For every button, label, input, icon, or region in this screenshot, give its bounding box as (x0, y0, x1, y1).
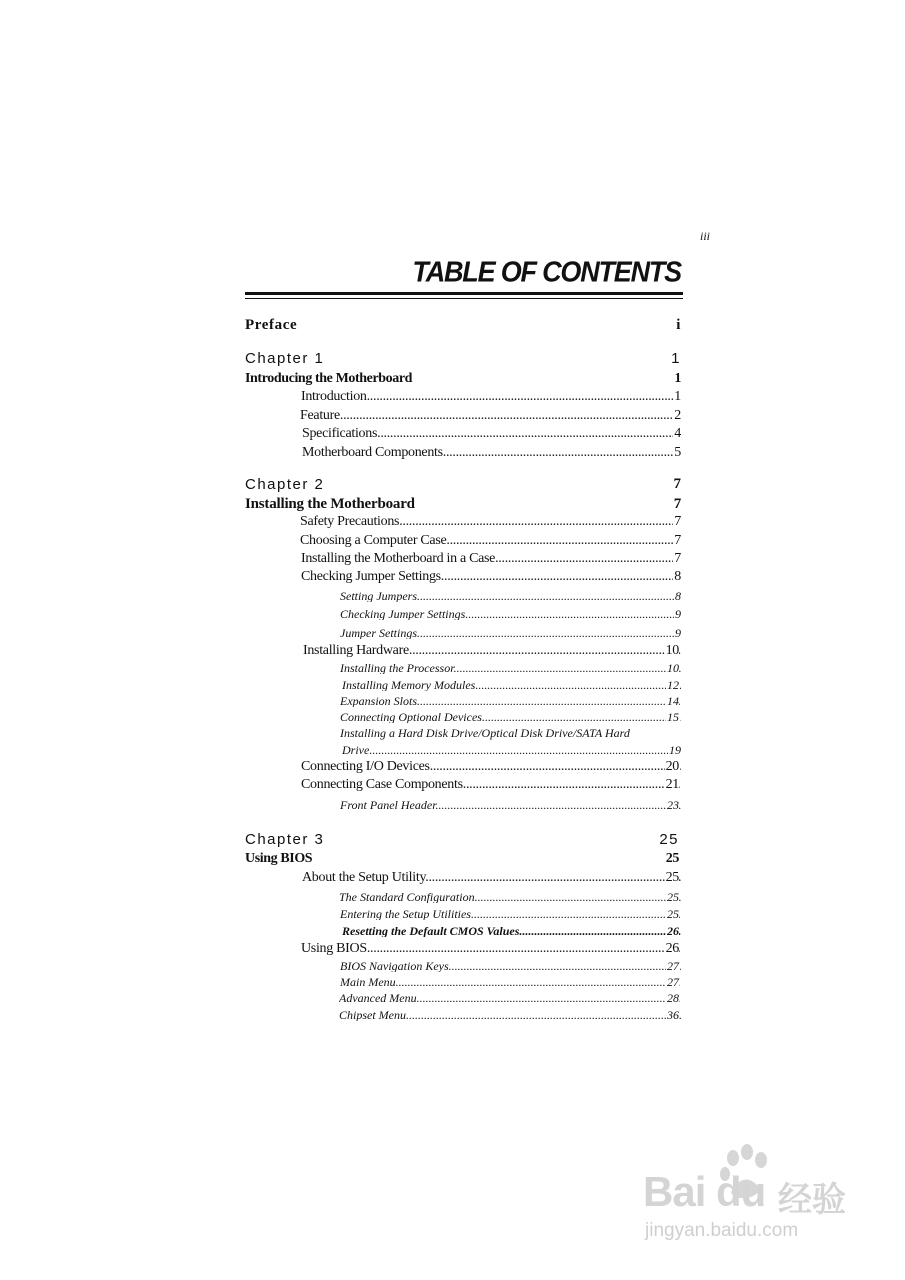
entry-page: 1 (674, 389, 681, 404)
entry-page: 9 (675, 626, 681, 640)
entry-label: Checking Jumper Settings ..... (340, 608, 681, 620)
entry-page: 12 (667, 678, 679, 692)
entry-label: Using BIOS (245, 851, 313, 866)
entry-label: Installing the Motherboard (245, 496, 415, 512)
entry-page: 4 (674, 426, 681, 441)
entry-page: 10 (665, 643, 679, 658)
entry-label: Safety Precautions ..... (300, 515, 681, 529)
entry-label: Expansion Slots ..... (340, 695, 681, 707)
entry-page: 25 (667, 890, 679, 904)
entry-page: 23 (667, 798, 679, 812)
entry-page: 9 (675, 607, 681, 621)
entry-label: The Standard Configuration ..... (339, 891, 681, 903)
entry-page: 26 (667, 924, 679, 938)
entry-label: Preface (245, 317, 298, 333)
page-number: iii (700, 229, 711, 243)
baidu-jingyan-watermark (643, 1140, 858, 1252)
entry-page: 19 (669, 743, 681, 757)
entry-label: Installing a Hard Disk Drive/Optical Disk Drive/SATA Hard (340, 726, 630, 740)
chapter-label: Chapter 1 (245, 350, 325, 367)
entry-page: 21 (665, 777, 679, 792)
toc-title: TABLE OF CONTENTS (412, 256, 681, 288)
chapter-label: Chapter 3 (245, 831, 325, 848)
entry-page: 27 (667, 959, 679, 973)
entry-page: 25 (665, 851, 679, 866)
entry-label: Entering the Setup Utilities ..... (340, 908, 681, 920)
entry-label: Feature ..... (300, 409, 681, 423)
entry-page: 5 (674, 445, 681, 460)
entry-page: 8 (674, 569, 681, 584)
entry-page: 28 (667, 991, 679, 1005)
entry-page: 7 (674, 551, 681, 566)
entry-page: 10 (667, 661, 679, 675)
entry-label: Chipset Menu ..... (339, 1009, 681, 1021)
entry-label: Connecting I/O Devices ..... (301, 760, 681, 774)
entry-label: Checking Jumper Settings ..... (301, 570, 681, 584)
entry-page: 8 (675, 589, 681, 603)
watermark-cn-text: 经验 (778, 1180, 846, 1220)
title-rule-thick (245, 292, 683, 295)
chapter-label: Chapter 2 (245, 476, 325, 493)
entry-page: 7 (673, 496, 681, 512)
entry-label: Setting Jumpers ..... (340, 590, 681, 602)
entry-page: 2 (674, 408, 681, 423)
entry-page: 7 (674, 514, 681, 529)
watermark-logo-text: Bai du (643, 1168, 766, 1215)
entry-label: Choosing a Computer Case ..... (300, 534, 681, 548)
entry-label: Connecting Optional Devices ..... (340, 711, 681, 723)
entry-label: Installing Memory Modules ..... (342, 679, 681, 691)
entry-label: Installing the Motherboard in a Case ..... (301, 552, 681, 566)
entry-label: Using BIOS ..... (301, 942, 681, 956)
entry-page: 15 (667, 710, 679, 724)
entry-page: 7 (673, 476, 681, 492)
entry-page: 36 (667, 1008, 679, 1022)
entry-label: Motherboard Components ..... (302, 446, 681, 460)
entry-page: 25 (667, 907, 679, 921)
entry-page: 20 (665, 759, 679, 774)
entry-label: BIOS Navigation Keys ..... (340, 960, 681, 972)
entry-label: Front Panel Header ..... (340, 799, 681, 811)
entry-label: Connecting Case Components ..... (301, 778, 681, 792)
entry-label: Jumper Settings ..... (340, 627, 681, 639)
entry-label: Introduction ..... (301, 390, 681, 404)
entry-label: About the Setup Utility ..... (302, 871, 681, 885)
entry-page: 7 (674, 533, 681, 548)
entry-page: 1 (674, 371, 681, 386)
entry-label: Main Menu ..... (340, 976, 681, 988)
entry-page: 26 (665, 941, 679, 956)
entry-label: Installing the Processor ..... (340, 662, 681, 674)
entry-label: Resetting the Default CMOS Values ..... (342, 925, 681, 937)
entry-page: 25 (659, 831, 679, 848)
entry-label: Specifications ..... (302, 427, 681, 441)
watermark-url: jingyan.baidu.com (645, 1220, 799, 1241)
entry-page: i (676, 317, 681, 333)
entry-page: 1 (671, 350, 681, 367)
entry-label: Advanced Menu ..... (339, 992, 681, 1004)
entry-label: Introducing the Motherboard (245, 371, 413, 386)
entry-page: 14 (667, 694, 679, 708)
entry-page: 25 (665, 870, 679, 885)
entry-label: Drive ..... (342, 744, 681, 756)
entry-label: Installing Hardware ..... (303, 644, 681, 658)
title-rule-thin (245, 298, 683, 299)
entry-page: 27 (667, 975, 679, 989)
